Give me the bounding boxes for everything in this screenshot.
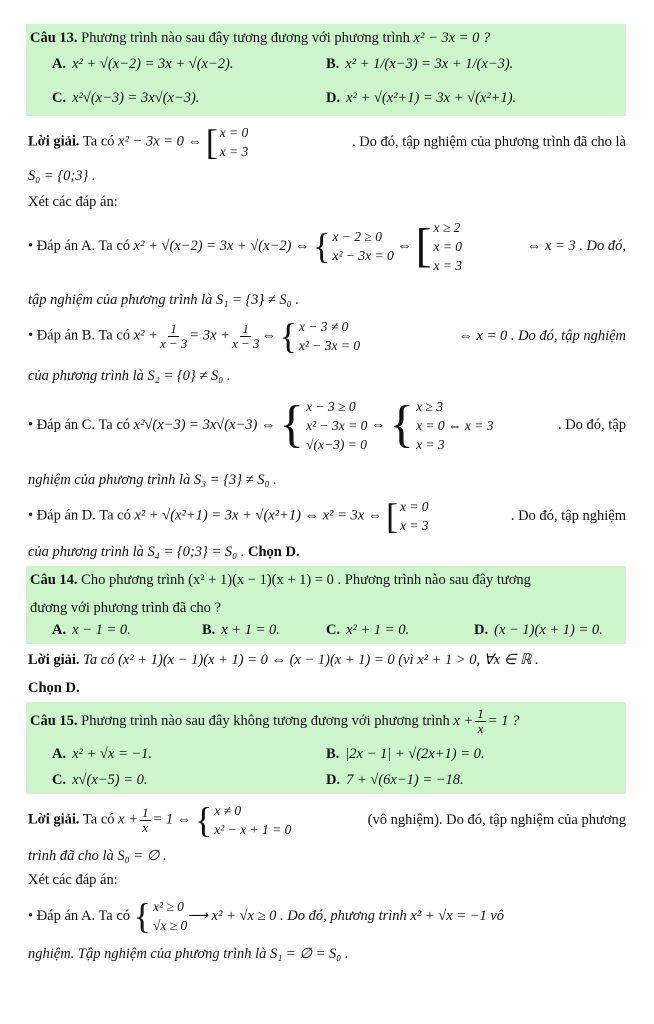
question-13-box xyxy=(26,24,626,116)
option-13-b: B. x² + 1/(x−3) = 3x + 1/(x−3). xyxy=(326,56,514,72)
solution-13-option-c: • Đáp án C. Ta có x²√(x−3) = 3x√(x−3) ⇔ { x − 3 ≥ 0 x² − 3x = 0 √(x−3) = 0 ⇔ { x ≥ 3 x = 0 ⇔ x = 3 x = 3 . Do đó, tập xyxy=(28,396,626,453)
option-14-d: D. (x − 1)(x + 1) = 0. xyxy=(474,622,603,638)
solution-15-line-1: Lời giải. Ta có x + $\frac{1}{x}$ = 1 ⇔ { x ≠ 0 x² − x + 1 = 0 (vô nghiệm). Do đó, tập nghiệm của phương xyxy=(28,800,626,840)
answer-13: Chọn D. xyxy=(248,544,300,560)
question-13-equation: x² − 3x = 0 ? xyxy=(413,30,491,46)
question-14-stem: Câu 14. Cho phương trình (x² + 1)(x − 1)(x + 1) = 0 . Phương trình nào sau đây tương xyxy=(30,572,531,588)
solution-15-consider: Xét các đáp án: xyxy=(28,872,118,888)
question-14-stem-2: đương với phương trình đã cho ? xyxy=(30,600,221,616)
solution-15-s0: trình đã cho là S₀ = ∅ . xyxy=(28,848,167,864)
solution-13-bracket-system: [ x = 0 x = 3 xyxy=(205,122,249,162)
option-15-d: D. 7 + √(6x−1) = −18. xyxy=(326,772,464,788)
question-13-label: Câu 13. xyxy=(30,30,78,46)
solution-13-c-result: nghiệm của phương trình là S₃ = {3} ≠ S₀ . xyxy=(28,472,277,488)
solution-15-a-result: nghiệm. Tập nghiệm của phương trình là S₁ = ∅ = S₀ . xyxy=(28,946,349,962)
question-15-stem: Câu 15. Phương trình nào sau đây không tương đương với phương trình x + $\frac{1}{x}$ = 1 ? xyxy=(30,705,520,736)
solution-13-line-1: Lời giải. Ta có x² − 3x = 0 ⇔ [ x = 0 x = 3 . Do đó, tập nghiệm của phương trình đã cho là xyxy=(28,122,626,162)
option-13-d: D. x² + √(x²+1) = 3x + √(x²+1). xyxy=(326,90,517,106)
solution-13-b-result: của phương trình là S₂ = {0} ≠ S₀ . xyxy=(28,368,231,384)
solution-13-option-a: • Đáp án A. Ta có x² + √(x−2) = 3x + √(x−2) ⇔ { x − 2 ≥ 0 x² − 3x = 0 ⇔ [ x ≥ 2 x = 0 x = 3 ⇔ x = 3 . Do đó, xyxy=(28,219,626,273)
solution-13-option-b: • Đáp án B. Ta có x² + $\frac{1}{x - 3}$ = 3x + $\frac{1}{x - 3}$ ⇔ { x − 3 ≠ 0 x² − 3x = 0 ⇔ x = 0 . Do đó, tập nghiệm xyxy=(28,316,626,356)
answer-14: Chọn D. xyxy=(28,680,80,696)
question-14-box xyxy=(26,566,626,644)
option-13-c: C. x²√(x−3) = 3x√(x−3). xyxy=(52,90,200,106)
solution-15-option-a: • Đáp án A. Ta có { x² ≥ 0 √x ≥ 0 ⟶ x² + √x ≥ 0 . Do đó, phương trình x² + √x = −1 vô xyxy=(28,896,505,936)
question-13-stem xyxy=(30,28,622,48)
option-15-c: C. x√(x−5) = 0. xyxy=(52,772,148,788)
option-15-b: B. |2x − 1| + √(2x+1) = 0. xyxy=(326,746,485,762)
option-15-a: A. x² + √x = −1. xyxy=(52,746,153,762)
question-13-text: Phương trình nào sau đây tương đương với phương trình xyxy=(81,30,410,46)
option-14-a: A. x − 1 = 0. xyxy=(52,622,131,638)
solution-13-d-result: của phương trình là S₄ = {0;3} = S₀ . Chọn D. xyxy=(28,544,300,560)
option-14-b: B. x + 1 = 0. xyxy=(202,622,280,638)
solution-13-option-d: • Đáp án D. Ta có x² + √(x²+1) = 3x + √(x²+1) ⇔ x² = 3x ⇔ [ x = 0 x = 3 . Do đó, tập nghiệm xyxy=(28,496,626,536)
solution-13-a-result: tập nghiệm của phương trình là S₁ = {3} ≠ S₀ . xyxy=(28,292,299,308)
solution-13-s0: S₀ = {0;3} . xyxy=(28,168,96,184)
solution-14: Lời giải. Ta có (x² + 1)(x − 1)(x + 1) = 0 ⇔ (x − 1)(x + 1) = 0 (vì x² + 1 > 0, ∀x ∈ ℝ . xyxy=(28,652,539,668)
option-14-c: C. x² + 1 = 0. xyxy=(326,622,410,638)
question-15-box xyxy=(26,702,626,794)
option-13-a: A. x² + √(x−2) = 3x + √(x−2). xyxy=(52,56,234,72)
solution-13-consider: Xét các đáp án: xyxy=(28,194,118,210)
